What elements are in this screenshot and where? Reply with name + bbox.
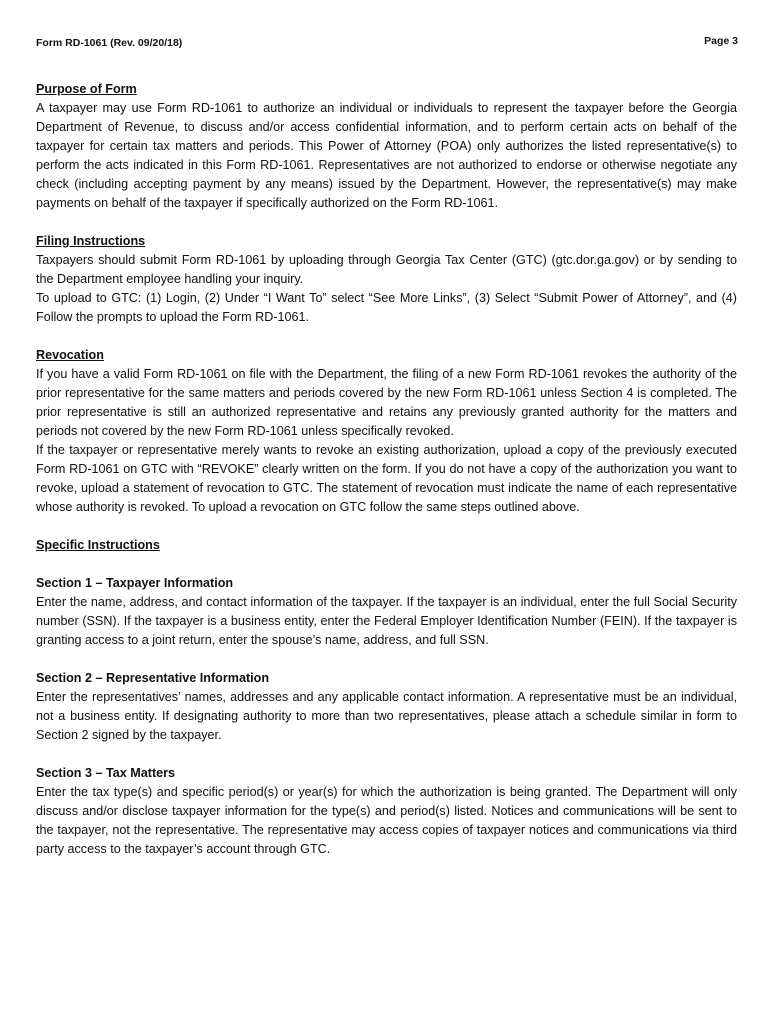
- purpose-heading: Purpose of Form: [36, 82, 137, 96]
- revocation-text-1: If you have a valid Form RD-1061 on file with the Department, the filing of a new Form RD-1061 revokes the authority of the prior representative for the same matters and periods covered by the new Form RD-1061 unless Section 4 is completed. The prior representative is still an authorized representative and retains any previously granted authority for the matters and periods not covered by the new Form RD-1061 unless specifically revoked.: [36, 367, 737, 438]
- document-body: [36, 80, 737, 878]
- section2-text: Enter the representatives’ names, addresses and any applicable contact information. A representative must be an individual, not a business entity. If designating authority to more than two representatives, please attach a schedule similar in form to Section 2 signed by the taxpayer.: [36, 690, 737, 742]
- form-id: Form RD-1061 (Rev. 09/20/18): [36, 37, 183, 49]
- section2-block: [36, 669, 737, 745]
- specific-instructions-section: [36, 536, 737, 555]
- specific-instructions-heading: Specific Instructions: [36, 538, 160, 552]
- section1-text: Enter the name, address, and contact information of the taxpayer. If the taxpayer is an individual, enter the full Social Security number (SSN). If the taxpayer is a business entity, enter the Federal Employer Identification Number (FEIN). If the taxpayer is granting access to a joint return, enter the spouse’s name, address, and full SSN.: [36, 595, 737, 647]
- revocation-section: [36, 346, 737, 517]
- section3-block: [36, 764, 737, 859]
- purpose-section: [36, 80, 737, 213]
- page-header: [36, 36, 738, 50]
- section3-text: Enter the tax type(s) and specific period(s) or year(s) for which the authorization is being granted. The Department will only discuss and/or disclose taxpayer information for the type(s) and period(s) listed. Notices and communications will be sent to the taxpayer, not the representative. The representative may access copies of taxpayer notices and communications via third party access to the taxpayer’s account through GTC.: [36, 785, 737, 856]
- revocation-text-2: If the taxpayer or representative merely wants to revoke an existing authorization, upload a copy of the previously executed Form RD-1061 on GTC with “REVOKE” clearly written on the form. If you do not have a copy of the authorization you want to revoke, upload a statement of revocation to GTC. The statement of revocation must indicate the name of each representative whose authority is revoked. To upload a revocation on GTC follow the same steps outlined above.: [36, 443, 737, 514]
- section3-heading: Section 3 – Tax Matters: [36, 766, 176, 780]
- filing-heading: Filing Instructions: [36, 234, 146, 248]
- filing-text-1: Taxpayers should submit Form RD-1061 by uploading through Georgia Tax Center (GTC) (gtc.dor.ga.gov) or by sending to the Department employee handling your inquiry.: [36, 253, 737, 286]
- section1-heading: Section 1 – Taxpayer Information: [36, 576, 234, 590]
- section2-heading: Section 2 – Representative Information: [36, 671, 270, 685]
- filing-section: [36, 232, 737, 327]
- section1-block: [36, 574, 737, 650]
- purpose-text: A taxpayer may use Form RD-1061 to authorize an individual or individuals to represent the taxpayer before the Georgia Department of Revenue, to discuss and/or access confidential information, and to perform certain acts on behalf of the taxpayer for certain tax matters and periods. This Power of Attorney (POA) only authorizes the listed representative(s) to perform the acts indicated in this Form RD-1061. Representatives are not authorized to endorse or otherwise negotiate any check (including accepting payment by any means) issued by the Department. However, the representative(s) may make payments on behalf of the taxpayer if specifically authorized on the Form RD-1061.: [36, 101, 737, 210]
- page-number: Page 3: [704, 35, 738, 47]
- revocation-heading: Revocation: [36, 348, 104, 362]
- filing-text-2: To upload to GTC: (1) Login, (2) Under “I Want To” select “See More Links”, (3) Select “Submit Power of Attorney”, and (4) Follow the prompts to upload the Form RD-1061.: [36, 291, 737, 324]
